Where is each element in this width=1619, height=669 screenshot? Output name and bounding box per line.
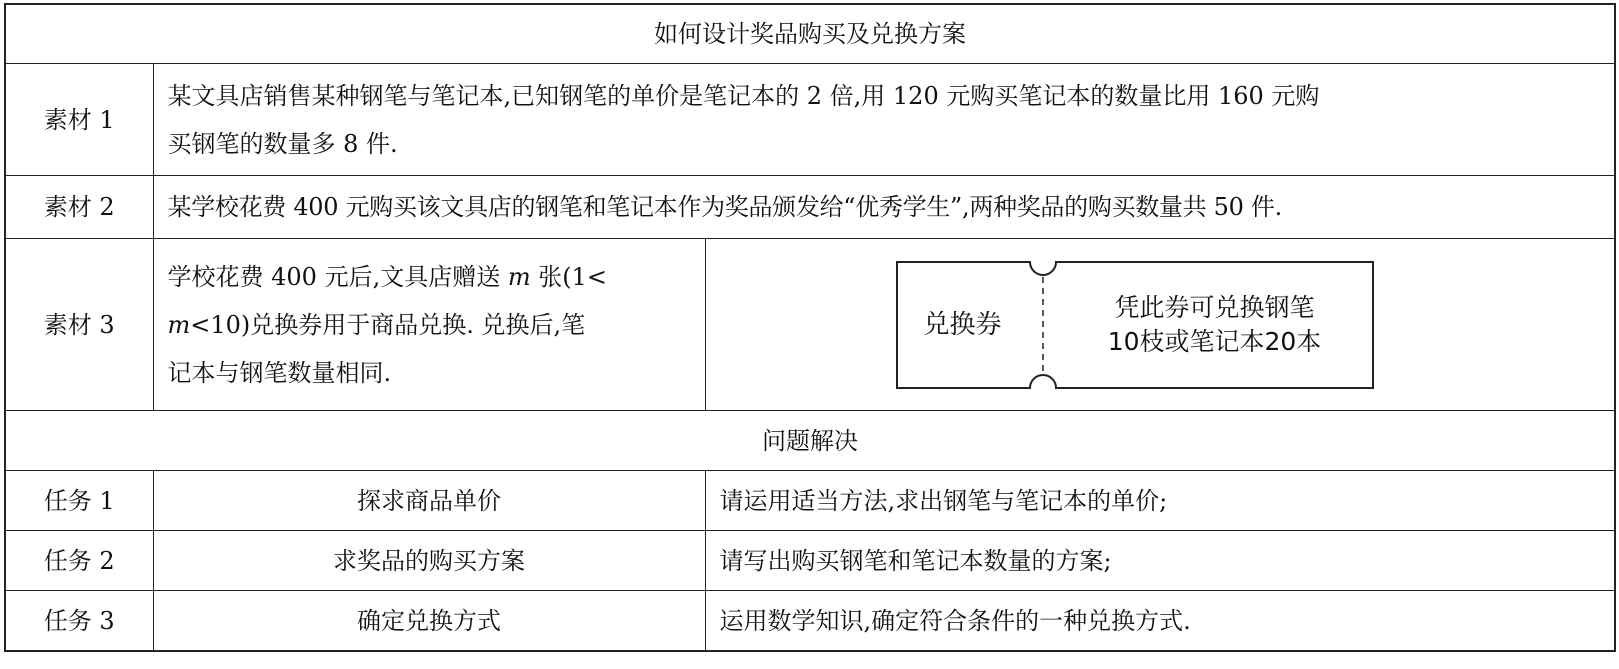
task-label: 任务 3	[5, 591, 153, 652]
table-title: 如何设计奖品购买及兑换方案	[5, 4, 1615, 64]
variable-m: m	[167, 310, 191, 339]
material-row-1	[5, 64, 1615, 176]
task-table	[4, 3, 1616, 652]
text-span: 学校花费 400 元后,文具店赠送	[167, 262, 508, 291]
coupon-body	[1056, 261, 1374, 389]
section-heading: 问题解决	[5, 411, 1615, 471]
task-row	[5, 531, 1615, 591]
material-line: 买钢笔的数量多 8 件.	[167, 129, 398, 158]
task-label: 任务 2	[5, 531, 153, 591]
task-description: 运用数学知识,确定符合条件的一种兑换方式.	[705, 591, 1615, 652]
text-span: <10)兑换券用于商品兑换. 兑换后,笔	[190, 310, 586, 339]
task-name: 确定兑换方式	[153, 591, 705, 652]
variable-m: m	[507, 262, 531, 291]
task-description: 请运用适当方法,求出钢笔与笔记本的单价;	[705, 471, 1615, 531]
material-line: 某文具店销售某种钢笔与笔记本,已知钢笔的单价是笔记本的 2 倍,用 120 元购买笔记本的数量比用 160 元购	[167, 81, 1320, 110]
task-description: 请写出购买钢笔和笔记本数量的方案;	[705, 531, 1615, 591]
material-label: 素材 3	[5, 239, 153, 411]
task-row	[5, 591, 1615, 652]
material-line	[168, 253, 691, 301]
task-row	[5, 471, 1615, 531]
material-text	[153, 239, 705, 411]
material-line	[168, 301, 691, 349]
coupon-figure	[896, 261, 1374, 389]
text-span: 张(1<	[530, 262, 607, 291]
task-label: 任务 1	[5, 471, 153, 531]
section-heading-row	[5, 411, 1615, 471]
coupon-line: 10枝或笔记本20本	[1107, 327, 1322, 356]
coupon-stub-label: 兑换券	[923, 310, 1002, 340]
material-line: 记本与钢笔数量相同.	[167, 358, 392, 387]
title-row	[5, 4, 1615, 64]
task-name: 求奖品的购买方案	[153, 531, 705, 591]
material-label: 素材 1	[5, 64, 153, 176]
material-label: 素材 2	[5, 176, 153, 239]
material-text	[153, 64, 1615, 176]
task-name: 探求商品单价	[153, 471, 705, 531]
material-row-2	[5, 176, 1615, 239]
coupon-line: 凭此券可兑换钢笔	[1114, 293, 1315, 322]
coupon-cell	[705, 239, 1615, 411]
material-text: 某学校花费 400 元购买该文具店的钢笔和笔记本作为奖品颁发给“优秀学生”,两种奖品的购买数量共 50 件.	[153, 176, 1615, 239]
material-row-3	[5, 239, 1615, 411]
